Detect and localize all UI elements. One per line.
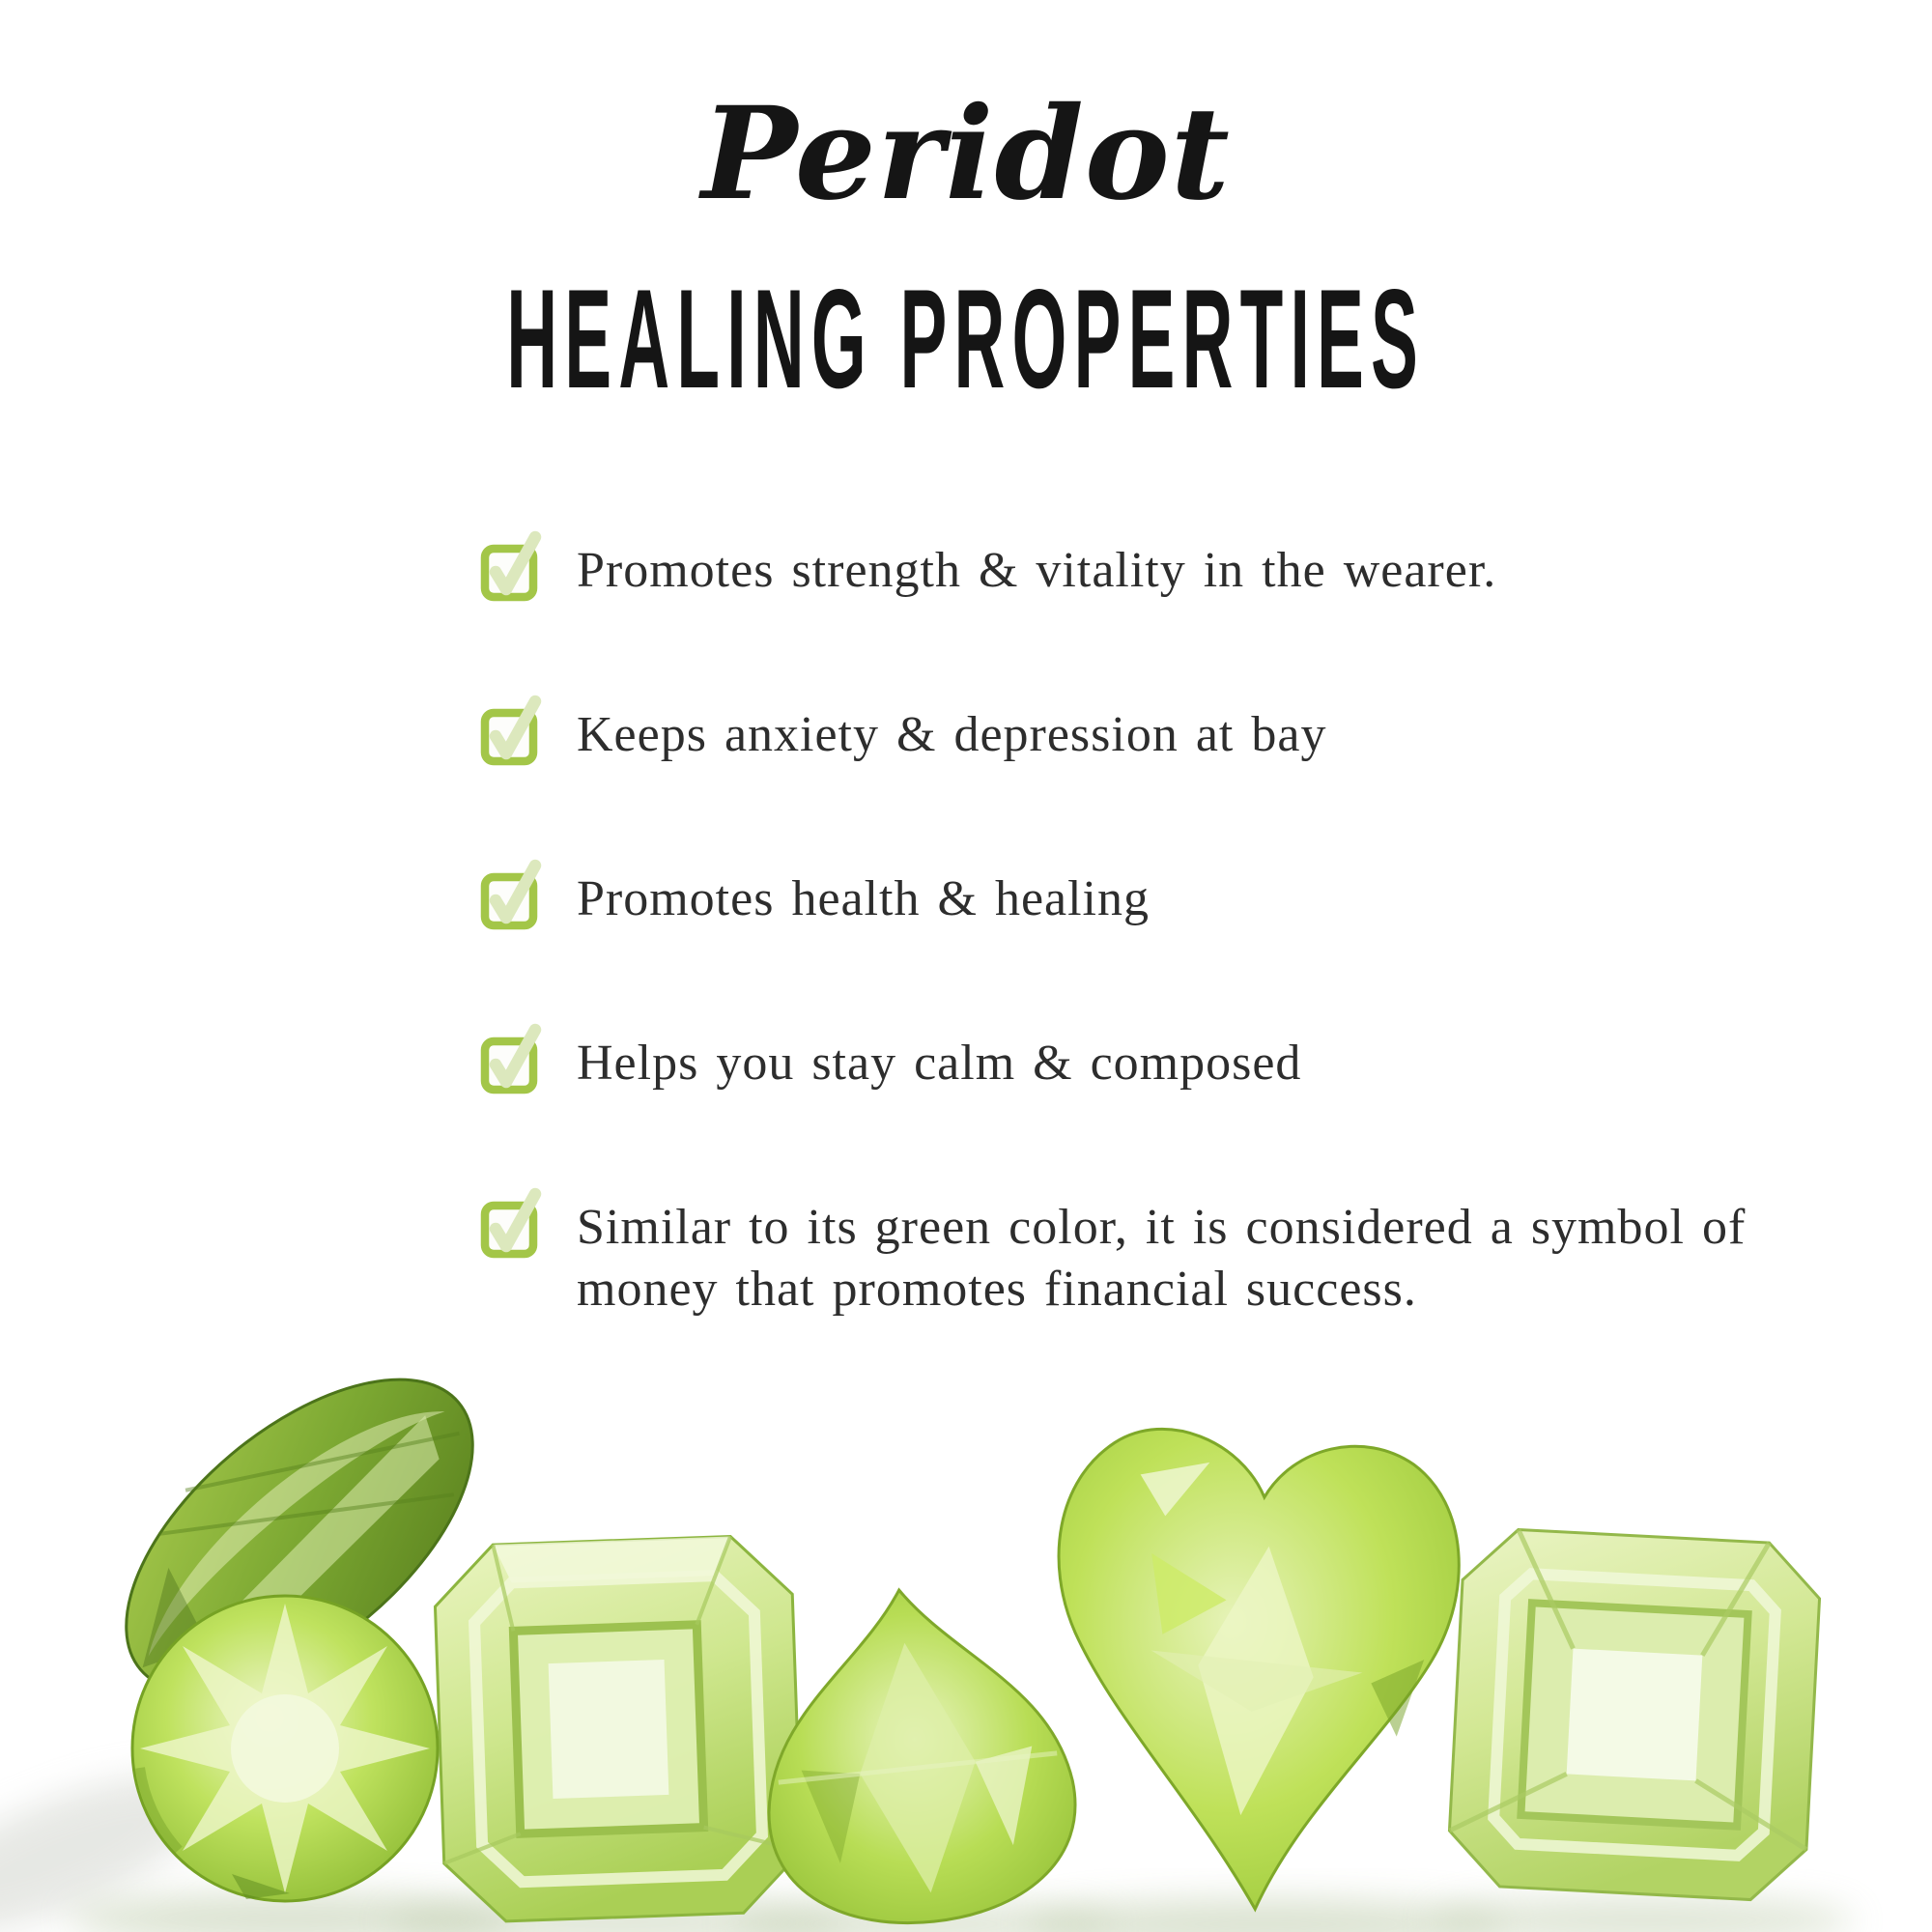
list-item [481,540,1756,602]
peridot-gems-image [0,1352,1932,1932]
list-item [481,704,1756,766]
page-subtitle-text: HEALING PROPERTIES [506,260,1426,417]
checked-checkbox-icon [481,1188,539,1258]
page-title: Peridot [701,79,1231,229]
page-subtitle [0,260,1932,417]
checked-checkbox-icon [481,860,539,929]
list-item-label: Promotes strength & vitality in the wearer. [577,543,1497,598]
list-item [481,1033,1756,1094]
list-item-label: Helps you stay calm & composed [577,1036,1302,1091]
healing-properties-list [481,540,1756,1423]
checked-checkbox-icon [481,696,539,765]
heart-gem [1023,1416,1471,1927]
checked-checkbox-icon [481,531,539,601]
list-item-label: Promotes health & healing [577,871,1151,926]
round-gem [132,1596,438,1901]
list-item-label: Keeps anxiety & depression at bay [577,707,1327,762]
square-cut-gem [1447,1527,1823,1903]
list-item [481,1197,1756,1321]
checked-checkbox-icon [481,1024,539,1094]
list-item-label: Similar to its green color, it is considered a symbol of money that promotes financial success. [577,1200,1747,1317]
pear-gem [747,1574,1087,1932]
list-item [481,868,1756,930]
emerald-cut-gem [433,1534,803,1923]
